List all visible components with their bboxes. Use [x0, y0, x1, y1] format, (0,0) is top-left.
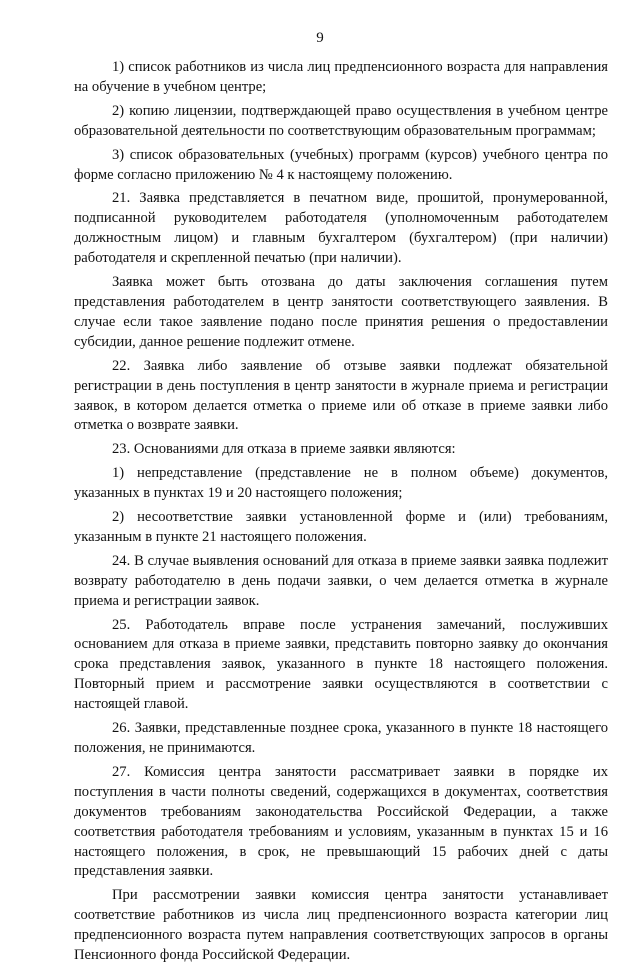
paragraph-list-item-3: 3) список образовательных (учебных) программ (курсов) учебного центра по форме согласно приложению № 4 к настоящему положению.: [74, 146, 608, 183]
paragraph-review: При рассмотрении заявки комиссия центра занятости устанавливает соответствие работников из числа лиц предпенсионного возраста категории лиц предпенсионного возраста путем направления соответствующих запросов в органы Пенсионного фонда Российской Федерации.: [74, 887, 608, 964]
paragraph-withdrawal: Заявка может быть отозвана до даты заключения соглашения путем представления работодателем в центр занятости соответствующего заявления. В случае если такое заявление подано после принятия решения о предоставлении субсидии, данное решение подлежит отмене.: [74, 274, 608, 350]
paragraph-clause-24: 24. В случае выявления оснований для отказа в приеме заявки заявка подлежит возврату работодателю в день подачи заявки, о чем делается отметка в журнале приема и регистрации заявок.: [74, 552, 608, 609]
paragraph-list-item-1: 1) список работников из числа лиц предпенсионного возраста для направления на обучение в учебном центре;: [74, 59, 608, 95]
paragraph-clause-23: 23. Основаниями для отказа в приеме заявки являются:: [112, 441, 456, 458]
paragraph-clause-27: 27. Комиссия центра занятости рассматривает заявки в порядке их поступления в части полноты сведений, содержащихся в документах, соответствия документов требованиям законодательства Российской Федерации, а также соответствия работодателя требованиям и условиям, указанным в пунктах 15 и 16 настоящего положения, в срок, не превышающий 15 рабочих дней с даты представления заявки.: [74, 763, 608, 880]
paragraph-refusal-ground-1: 1) непредставление (представление не в полном объеме) документов, указанных в пунктах 19 и 20 настоящего положения;: [74, 465, 608, 502]
paragraph-clause-22: 22. Заявка либо заявление об отзыве заявки подлежат обязательной регистрации в день поступления в центр занятости в журнале приема и регистрации заявок, в котором делается отметка о приеме или об отказе в приеме заявки либо отметка о возврате заявки.: [74, 357, 608, 434]
page-number: 9: [316, 30, 324, 46]
paragraph-clause-26: 26. Заявки, представленные позднее срока, указанного в пункте 18 настоящего положения, не принимаются.: [74, 720, 608, 756]
paragraph-clause-21: 21. Заявка представляется в печатном виде, прошитой, пронумерованной, подписанной руководителем работодателя (уполномоченным работодателем должностным лицом) и главным бухгалтером (бухгалтером) (при наличии) работодателя и скрепленной печатью (при наличии).: [74, 190, 608, 267]
paragraph-list-item-2: 2) копию лицензии, подтверждающей право осуществления в учебном центре образовательной деятельности по соответствующим образовательным программам;: [74, 102, 608, 139]
document-body: [74, 58, 608, 970]
paragraph-clause-25: 25. Работодатель вправе после устранения замечаний, послуживших основанием для отказа в приеме заявки, представить повторно заявку до окончания срока представления заявок, указанного в пункте 18 настоящего положения. Повторный прием и рассмотрение заявки осуществляются в соответствии с настоящей главой.: [74, 616, 608, 713]
paragraph-refusal-ground-2: 2) несоответствие заявки установленной форме и (или) требованиям, указанным в пункте 21 настоящего положения.: [74, 509, 608, 545]
